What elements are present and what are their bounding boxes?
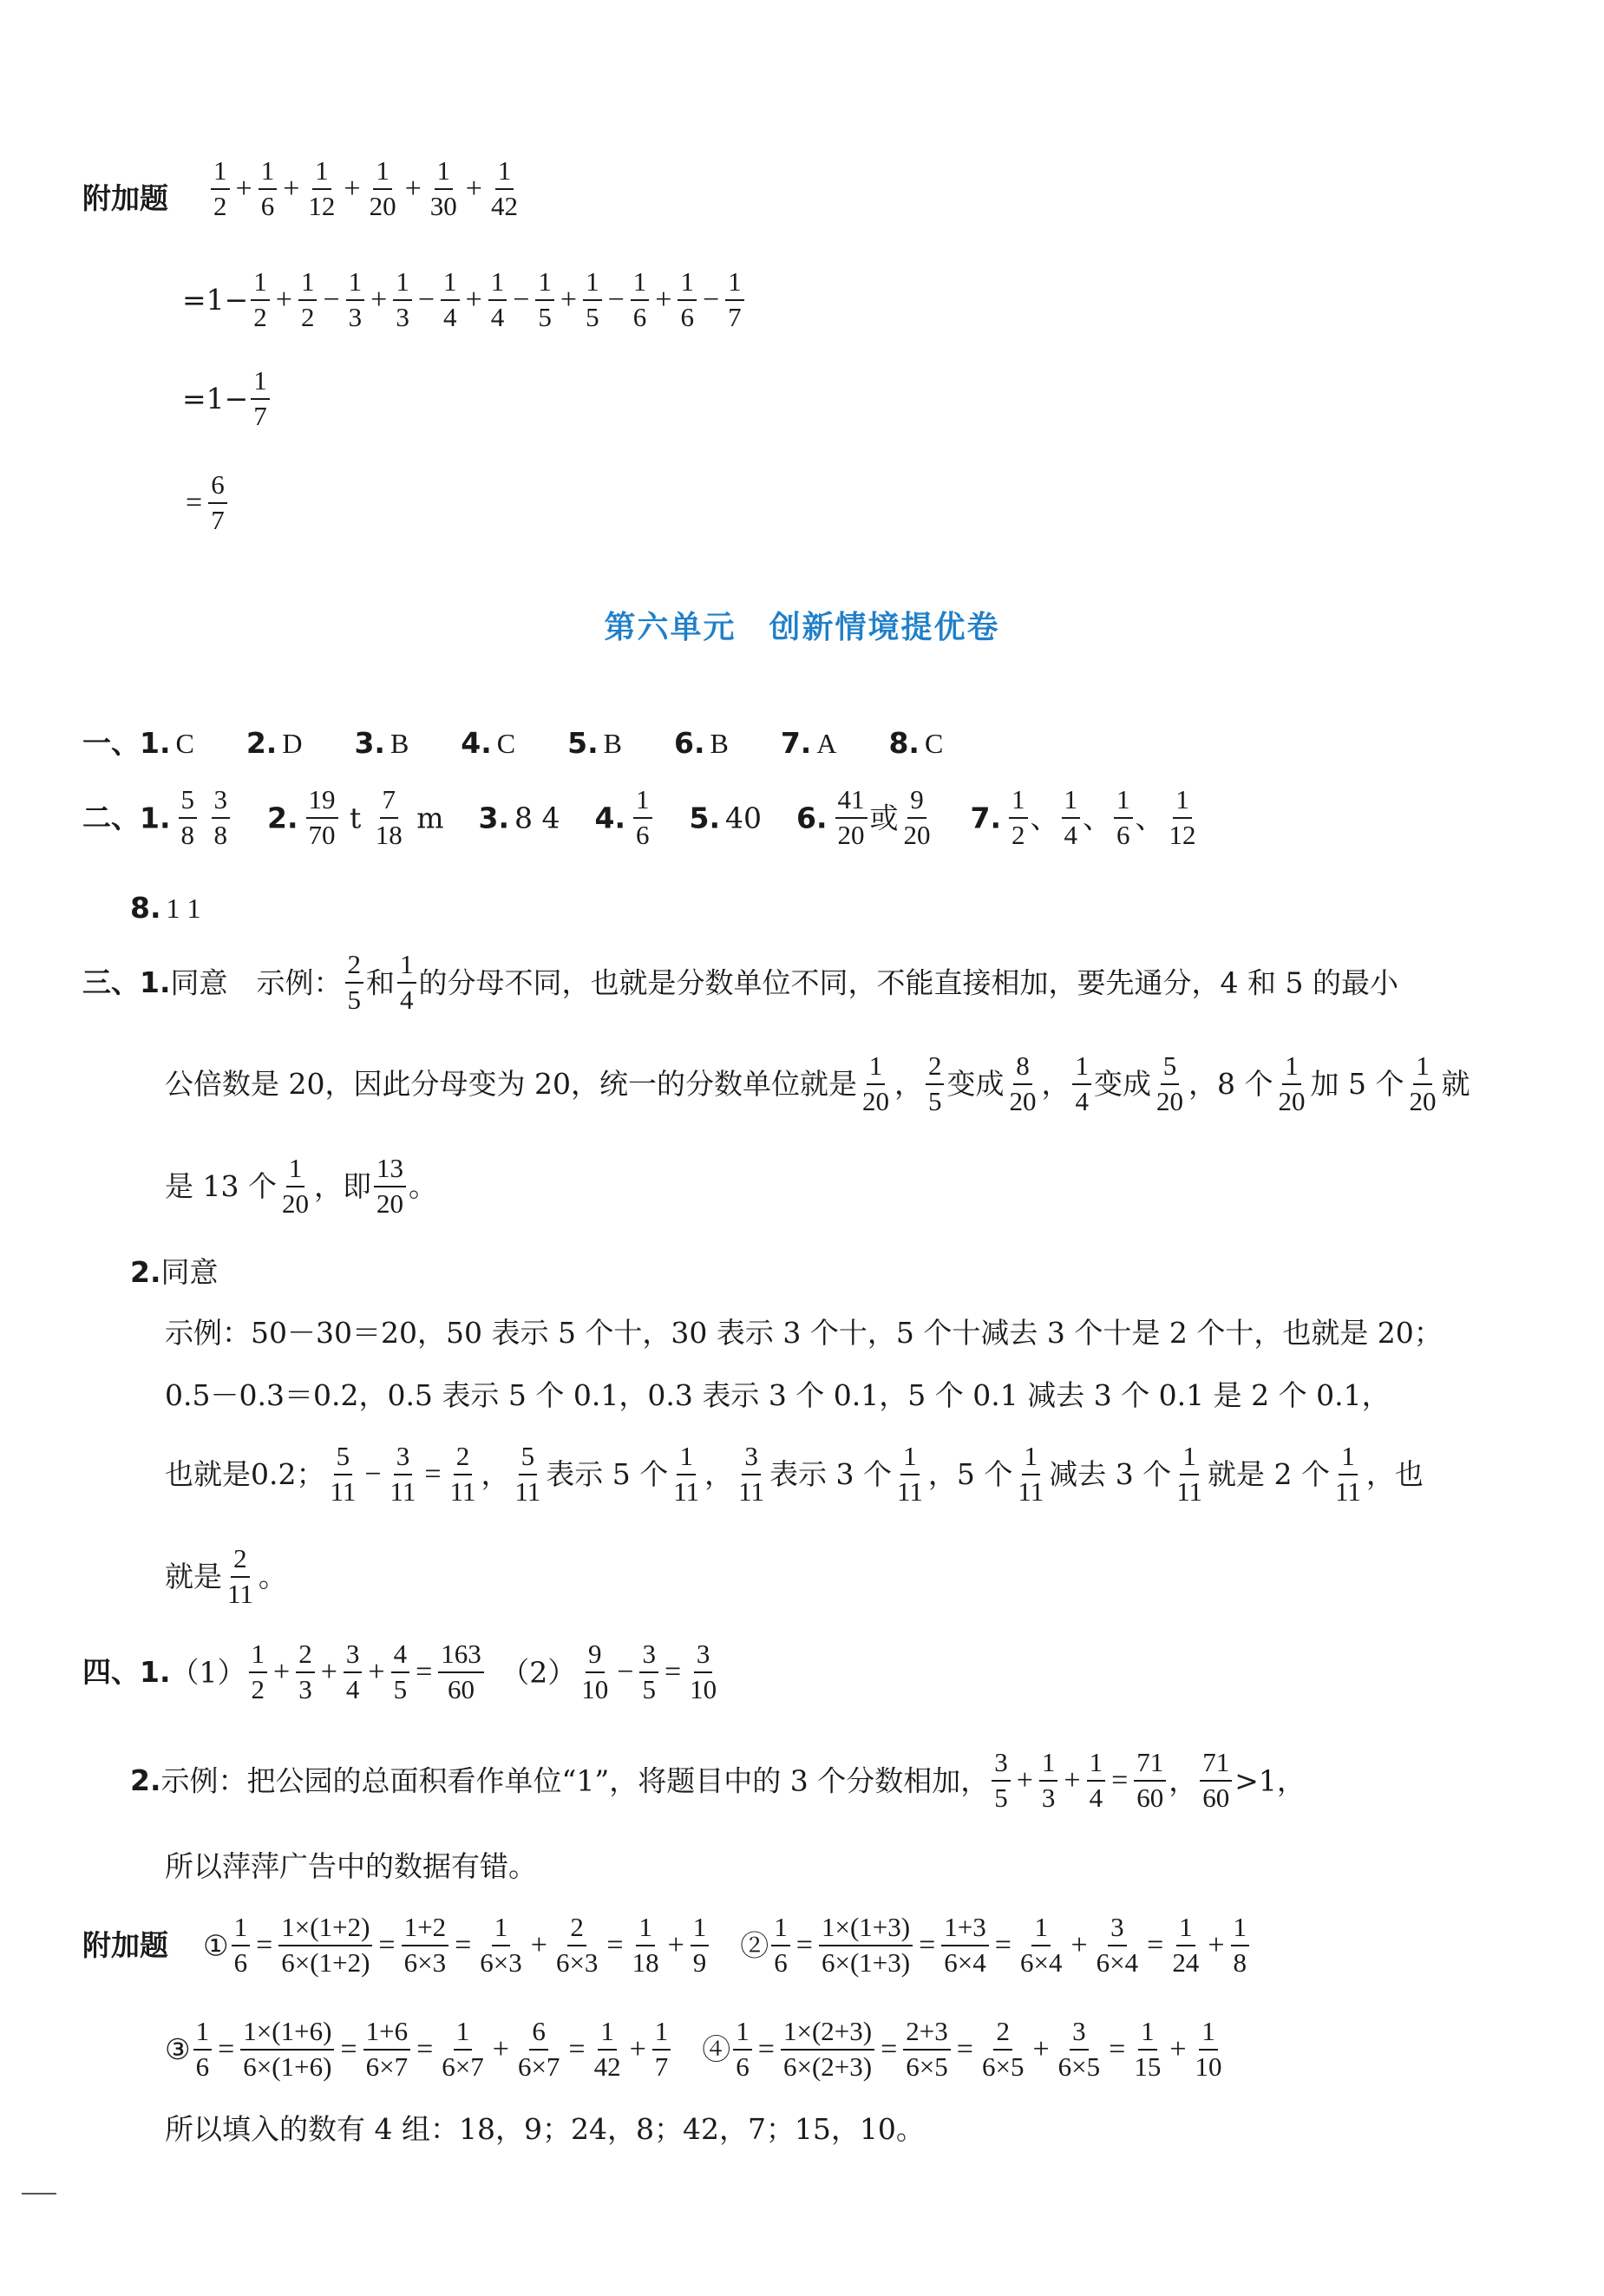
math-text: +: [1032, 2032, 1050, 2065]
fraction: $\frac{1}{6\times 4}$: [1019, 1912, 1063, 1978]
math-text: =: [416, 1655, 433, 1688]
fraction: $\frac{9}{20}$: [903, 784, 931, 850]
answer-item: 4. $\frac{1}{6}$: [595, 799, 655, 833]
fraction: $\frac{6}{6\times 7}$: [517, 2016, 560, 2082]
math-text: 40: [725, 801, 763, 835]
fraction: $\frac{2}{5}$: [345, 950, 364, 1015]
fraction: $\frac{2}{11}$: [449, 1441, 476, 1507]
math-text: 加 5 个: [1310, 1067, 1404, 1102]
math-text: 。: [258, 1560, 287, 1594]
fraction: $\frac{2+3}{6\times 5}$: [903, 2017, 950, 2082]
math-text: 、: [1135, 801, 1164, 835]
math-text: −: [323, 283, 340, 316]
fraction: $\frac{1\times(1+6)}{6\times(1+6)}$: [240, 2017, 334, 2082]
section-3-q2-line-4: [165, 1544, 287, 1609]
fraction: $\frac{1\times(1+2)}{6\times(1+2)}$: [278, 1913, 372, 1978]
math-text: =: [795, 1928, 813, 1961]
math-text: 减去 3 个: [1049, 1457, 1172, 1492]
bonus2-line-1: [82, 1913, 1252, 1978]
math-text: =: [956, 2032, 973, 2065]
math-text: ①: [203, 1928, 229, 1963]
math-text: ②: [711, 1928, 769, 1963]
fraction: $\frac{1}{6}$: [771, 1913, 790, 1978]
fraction: $\frac{5}{20}$: [1156, 1050, 1183, 1116]
fraction: $\frac{1}{6}$: [259, 156, 278, 221]
section-3-q2-line-1: 示例：50－30＝20，50 表示 5 个十，30 表示 3 个十，5 个十减去 3 个十是 2 个十，也就是 20；: [165, 1316, 1443, 1350]
math-text: −: [617, 1655, 634, 1688]
fraction: $\frac{1}{3}$: [346, 267, 365, 332]
fraction: $\frac{1}{4}$: [488, 267, 507, 332]
fraction: $\frac{1}{6\times 7}$: [442, 2016, 484, 2082]
math-text: ，: [1041, 1067, 1070, 1102]
fraction: $\frac{1}{9}$: [691, 1913, 710, 1978]
fraction: $\frac{1}{7}$: [652, 2017, 671, 2082]
math-text: +: [404, 172, 422, 205]
bonus2-line-2: [165, 2017, 1228, 2082]
math-text: 就是 2 个: [1208, 1457, 1331, 1492]
section-2-row: [82, 785, 1201, 850]
fraction: $\frac{4}{5}$: [391, 1639, 410, 1704]
section-3-q2-line-2: 0.5－0.3＝0.2，0.5 表示 5 个 0.1，0.3 表示 3 个 0.1，5 个 0.1 减去 3 个 0.1 是 2 个 0.1，: [165, 1378, 1391, 1412]
math-text: +: [370, 283, 388, 316]
bonus1-line-1: [208, 156, 523, 221]
math-text: 就是: [165, 1560, 222, 1594]
math-text: =1−: [182, 382, 249, 416]
fraction: $\frac{1}{42}$: [593, 2016, 621, 2082]
fraction: $\frac{13}{20}$: [374, 1154, 406, 1219]
fraction: $\frac{3}{4}$: [344, 1639, 363, 1704]
fraction: $\frac{1+3}{6\times 4}$: [941, 1913, 988, 1978]
math-text: （2）: [486, 1655, 577, 1690]
fraction: $\frac{6}{7}$: [208, 470, 227, 535]
math-text: =: [664, 1655, 682, 1688]
fraction: $\frac{7}{18}$: [375, 784, 403, 850]
math-text: ，8 个: [1188, 1067, 1273, 1102]
fraction: $\frac{5}{8}$: [179, 785, 198, 850]
fraction: $\frac{41}{20}$: [835, 785, 867, 850]
footer-rule: [22, 2193, 56, 2195]
section-3-q1-line-2: [165, 1051, 1470, 1116]
math-text: +: [1064, 1763, 1081, 1796]
section-3-label: 三、: [82, 965, 140, 1000]
math-text: =: [424, 1457, 442, 1490]
math-text: 、: [1083, 801, 1112, 835]
math-text: 同意 示例：: [170, 965, 343, 1000]
fraction: $\frac{1}{20}$: [1278, 1050, 1306, 1116]
math-text: +: [560, 283, 578, 316]
math-text: +: [492, 2032, 509, 2065]
math-text: 。: [408, 1169, 437, 1204]
math-text: −: [607, 283, 625, 316]
answer-item: 1. $\frac{5}{8}$ $\frac{3}{8}$: [140, 799, 232, 833]
math-text: =: [340, 2032, 357, 2065]
fraction: $\frac{1}{4}$: [1072, 1051, 1091, 1116]
math-text: ，: [481, 1457, 510, 1492]
math-text: +: [465, 283, 482, 316]
math-text: +: [667, 1928, 684, 1961]
fraction: $\frac{1}{20}$: [1409, 1050, 1437, 1116]
math-text: −: [417, 283, 435, 316]
math-text: +: [344, 172, 361, 205]
bonus-label-2: 附加题: [82, 1928, 168, 1963]
fraction: $\frac{1}{4}$: [441, 267, 460, 332]
fraction: $\frac{1}{7}$: [251, 366, 270, 431]
bonus-label-1: 附加题: [82, 181, 168, 215]
section-3-q2-line-0: 2.同意: [130, 1255, 219, 1289]
section-2-item-8: 8. 1 1: [130, 891, 201, 925]
answer-item: 2. D: [246, 726, 303, 760]
bonus2-line-3: 所以填入的数有 4 组：18，9；24，8；42，7；15，10。: [165, 2112, 925, 2146]
math-text: +: [235, 172, 252, 205]
fraction: $\frac{1}{12}$: [1169, 784, 1196, 850]
math-text: 、: [1030, 801, 1059, 835]
math-text: ，也: [1365, 1457, 1424, 1492]
fraction: $\frac{1}{5}$: [583, 267, 602, 332]
math-text: +: [275, 283, 292, 316]
fraction: $\frac{1}{12}$: [308, 155, 336, 221]
fraction: $\frac{2}{5}$: [926, 1051, 945, 1116]
math-text: +: [530, 1928, 547, 1961]
fraction: $\frac{1}{20}$: [281, 1153, 309, 1219]
fraction: $\frac{3}{5}$: [992, 1748, 1011, 1813]
answer-item: 7. A: [780, 726, 837, 760]
fraction: $\frac{1}{6}$: [631, 267, 650, 332]
math-text: +: [629, 2032, 646, 2065]
math-text: 表示 5 个: [546, 1457, 669, 1492]
fraction: $\frac{3}{8}$: [212, 785, 231, 850]
answer-item: 6. $\frac{41}{20}$ 或 $\frac{9}{20}$: [796, 799, 936, 833]
fraction: $\frac{5}{11}$: [514, 1441, 541, 1507]
math-text: =: [416, 2032, 434, 2065]
math-text: =: [606, 1928, 624, 1961]
math-text: m: [407, 801, 444, 835]
fraction: $\frac{1}{6}$: [232, 1913, 251, 1978]
math-text: =: [1109, 2032, 1126, 2065]
math-text: 也就是0.2；: [165, 1457, 325, 1492]
section-1-label: 一、: [82, 726, 140, 760]
answer-item: 8. C: [888, 726, 944, 760]
math-text: ，: [704, 1457, 734, 1492]
section-4-q2-line-2: 所以萍萍广告中的数据有错。: [165, 1849, 537, 1883]
math-text: 表示 3 个: [769, 1457, 892, 1492]
fraction: $\frac{1}{20}$: [369, 155, 396, 221]
math-text: 8 4: [514, 801, 560, 835]
fraction: $\frac{1}{4}$: [1087, 1748, 1106, 1813]
fraction: $\frac{3}{10}$: [690, 1639, 717, 1704]
math-text: =: [1111, 1763, 1129, 1796]
fraction: $\frac{3}{6\times 5}$: [1057, 2016, 1101, 2082]
math-text: +: [1169, 2032, 1187, 2065]
fraction: $\frac{163}{60}$: [438, 1639, 484, 1704]
math-text: +: [655, 283, 672, 316]
math-text: 的分母不同，也就是分数单位不同，不能直接相加，要先通分，4 和 5 的最小: [418, 965, 1398, 1000]
fraction: $\frac{19}{70}$: [306, 785, 338, 850]
fraction: $\frac{71}{60}$: [1134, 1748, 1166, 1813]
math-text: ，: [894, 1067, 923, 1102]
math-text: 或: [869, 801, 899, 835]
fraction: $\frac{1+6}{6\times 7}$: [363, 2017, 410, 2082]
fraction: $\frac{1}{6}$: [678, 267, 697, 332]
math-text: −: [513, 283, 530, 316]
math-text: −: [364, 1457, 382, 1490]
math-text: 是 13 个: [165, 1169, 277, 1204]
section-4-label: 四、: [82, 1655, 140, 1690]
math-text: >1，: [1234, 1763, 1306, 1798]
math-text: +: [283, 172, 300, 205]
fraction: $\frac{2}{6\times 5}$: [981, 2016, 1025, 2082]
fraction: $\frac{1}{2}$: [251, 267, 270, 332]
math-text: +: [273, 1655, 291, 1688]
math-text: =: [218, 2032, 235, 2065]
fraction: $\frac{1}{6}$: [1114, 785, 1133, 850]
math-text: =: [186, 486, 203, 519]
answer-item: 2. $\frac{19}{70}$ t $\frac{7}{18}$ m: [267, 784, 444, 850]
section-3-q2-line-3: [165, 1442, 1424, 1507]
math-text: =: [568, 2032, 586, 2065]
math-text: +: [1070, 1928, 1088, 1961]
fraction: $\frac{1}{11}$: [1335, 1441, 1361, 1507]
section-1-row: [82, 726, 944, 760]
fraction: $\frac{1\times(2+3)}{6\times(2+3)}$: [781, 2017, 874, 2082]
fraction: $\frac{3}{11}$: [738, 1441, 764, 1507]
fraction: $\frac{1}{24}$: [1172, 1912, 1200, 1978]
math-text: −: [702, 283, 720, 316]
math-text: =: [256, 1928, 273, 1961]
math-text: =: [919, 1928, 936, 1961]
bonus1-line-4: [182, 470, 230, 535]
fraction: $\frac{1}{18}$: [632, 1912, 659, 1978]
answer-item: 5. 40: [689, 801, 763, 835]
math-text: 变成: [1093, 1067, 1151, 1102]
fraction: $\frac{1}{6}$: [193, 2017, 213, 2082]
section-3-q1-line-1: 三、1.同意 示例： $\frac{2}{5}$ 和 $\frac{1}{4}$ 的分母不同，也就是分数单位不同，不能直接相加，要先通分，4 和 5 的最小: [82, 949, 1398, 1015]
fraction: $\frac{1}{4}$: [1062, 785, 1081, 850]
math-text: ④: [673, 2032, 731, 2067]
answer-item: 6. B: [673, 726, 729, 760]
bonus1-line-3: [182, 366, 272, 431]
answer-item: 1. C: [140, 726, 194, 760]
fraction: $\frac{1}{42}$: [490, 155, 518, 221]
fraction: $\frac{1}{11}$: [673, 1441, 700, 1507]
math-text: t: [340, 801, 370, 835]
math-text: ，5 个: [927, 1457, 1013, 1492]
fraction: $\frac{1}{7}$: [725, 267, 744, 332]
fraction: $\frac{1\times(1+3)}{6\times(1+3)}$: [819, 1913, 913, 1978]
fraction: $\frac{3}{5}$: [639, 1639, 658, 1704]
math-text: ，: [1169, 1763, 1198, 1798]
fraction: $\frac{1}{6}$: [733, 2017, 752, 2082]
fraction: $\frac{1}{20}$: [861, 1050, 889, 1116]
math-text: =: [1147, 1928, 1164, 1961]
math-text: +: [368, 1655, 385, 1688]
fraction: $\frac{1}{15}$: [1134, 2016, 1162, 2082]
section-3-q1-line-3: [165, 1154, 437, 1219]
math-text: [200, 801, 209, 834]
math-text: ③: [165, 2032, 191, 2067]
math-text: =1−: [182, 283, 249, 317]
math-text: +: [1208, 1928, 1225, 1961]
answer-item: 3. 8 4: [478, 801, 560, 835]
section-title: 第六单元 创新情境提优卷: [604, 610, 1000, 645]
math-text: +: [320, 1655, 337, 1688]
fraction: $\frac{1}{5}$: [535, 267, 554, 332]
fraction: $\frac{2}{3}$: [296, 1639, 315, 1704]
fraction: $\frac{5}{11}$: [330, 1441, 357, 1507]
fraction: $\frac{1+2}{6\times 3}$: [402, 1913, 448, 1978]
answer-item: 5. B: [567, 726, 622, 760]
fraction: $\frac{1}{11}$: [1176, 1441, 1203, 1507]
fraction: $\frac{1}{2}$: [298, 267, 318, 332]
fraction: $\frac{1}{6}$: [633, 785, 652, 850]
math-text: =: [881, 2032, 898, 2065]
math-text: +: [1016, 1763, 1033, 1796]
fraction: $\frac{1}{10}$: [1195, 2016, 1222, 2082]
fraction: $\frac{1}{11}$: [896, 1441, 923, 1507]
fraction: $\frac{3}{11}$: [390, 1441, 416, 1507]
fraction: $\frac{1}{11}$: [1018, 1441, 1044, 1507]
math-text: =: [378, 1928, 396, 1961]
math-text: +: [465, 172, 482, 205]
fraction: $\frac{1}{3}$: [393, 267, 412, 332]
fraction: $\frac{1}{2}$: [1009, 785, 1028, 850]
answer-item: 3. B: [354, 726, 409, 760]
fraction: $\frac{2}{6\times 3}$: [555, 1912, 599, 1978]
fraction: $\frac{2}{11}$: [227, 1543, 253, 1609]
fraction: $\frac{1}{6\times 3}$: [480, 1912, 522, 1978]
answer-item: 4. C: [461, 726, 516, 760]
math-text: =: [757, 2032, 775, 2065]
answer-item: 7. $\frac{1}{2}$ 、 $\frac{1}{4}$ 、 $\frac{1}{6}$ 、 $\frac{1}{12}$: [971, 799, 1201, 833]
fraction: $\frac{71}{60}$: [1200, 1748, 1232, 1813]
section-2-label: 二、: [82, 801, 140, 835]
fraction: $\frac{1}{2}$: [211, 156, 230, 221]
fraction: $\frac{3}{6\times 4}$: [1096, 1912, 1139, 1978]
math-text: =: [455, 1928, 472, 1961]
math-text: 和: [366, 965, 395, 1000]
fraction: $\frac{9}{10}$: [581, 1639, 609, 1704]
fraction: $\frac{1}{3}$: [1039, 1748, 1058, 1813]
math-text: =: [994, 1928, 1012, 1961]
section-4-q1: 四、1.（1） $\frac{1}{2}$ + $\frac{2}{3}$ + $\frac{3}{4}$ + $\frac{4}{5}$ = $\frac{163}{60}$ （2） $\frac{9}{10}$ − $\frac{3}{5}$ = $\frac{3}{10}$: [82, 1639, 722, 1704]
fraction: $\frac{1}{8}$: [1231, 1913, 1250, 1978]
math-text: 就: [1441, 1067, 1470, 1102]
bonus1-line-2: [182, 267, 747, 332]
fraction: $\frac{1}{30}$: [429, 155, 457, 221]
section-4-q2-line-1: 2.示例：把公园的总面积看作单位“1”，将题目中的 3 个分数相加， $\frac{3}{5}$ + $\frac{1}{3}$ + $\frac{1}{4}$ = $\frac{71}{60}$ ， $\frac{71}{60}$ >1，: [130, 1747, 1306, 1813]
math-text: 示例：把公园的总面积看作单位“1”，将题目中的 3 个分数相加，: [160, 1763, 990, 1798]
fraction: $\frac{8}{20}$: [1009, 1050, 1037, 1116]
math-text: ，即: [313, 1169, 371, 1204]
fraction: $\frac{1}{4}$: [397, 950, 416, 1015]
fraction: $\frac{1}{2}$: [249, 1639, 268, 1704]
math-text: （1）: [170, 1655, 246, 1690]
math-text: 公倍数是 20，因此分母变为 20，统一的分数单位就是: [165, 1067, 857, 1102]
math-text: 变成: [946, 1067, 1005, 1102]
